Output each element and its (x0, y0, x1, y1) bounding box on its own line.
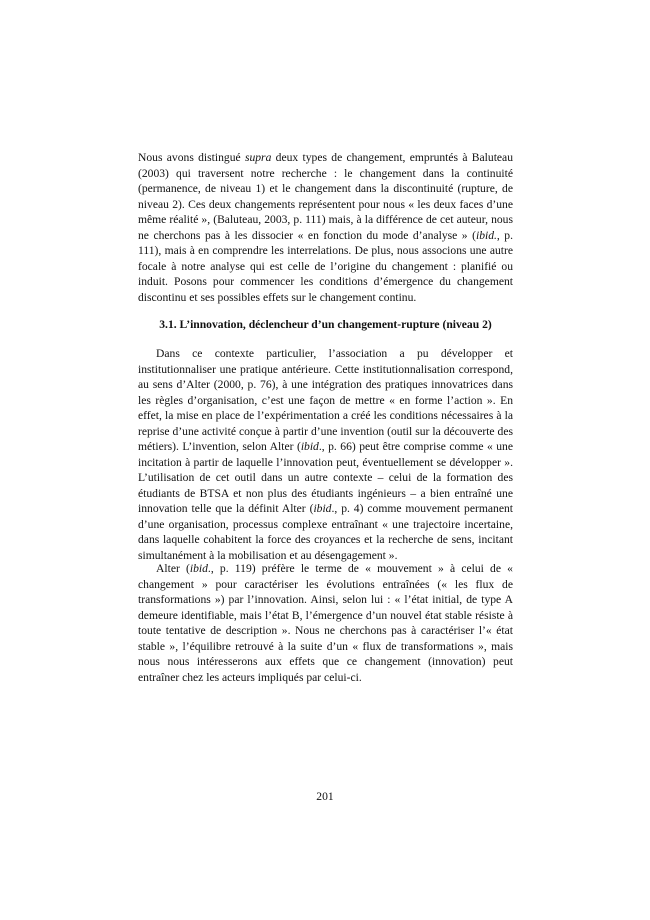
text-run: Dans ce contexte particulier, l’association a pu développer et institutionnaliser une pratique antérieure. Cette institutionnalisation correspond, au sens d’Alter (2000, p. 76), à une intégration des pratiques innovatrices dans les règles d’organisation, c’est une façon de mettre « en forme l’action ». En effet, la mise en place de l’expérimentation a créé les conditions nécessaires à la reprise d’une activité conçue à partir d’une invention (outil sur la découverte des métiers). L’invention, selon Alter ( (138, 347, 513, 453)
text-run: Nous avons distingué (138, 151, 245, 164)
page-number: 201 (316, 790, 334, 803)
italic-run: ibid. (475, 228, 497, 242)
paragraph-intro (138, 150, 513, 305)
text-run: ., p. 66) peut être comprise comme « une incitation à partir de laquelle l’innovation peut, éventuellement se développer ». L’utilisation de cet outil dans un autre contexte – celui de la formation des étudiants de BTSA et non plus des étudiants ingénieurs – a bien entraîné une innovation telle que la définit Alter ( (138, 440, 513, 515)
section-heading: 3.1. L’innovation, déclencheur d’un changement-rupture (niveau 2) (159, 318, 492, 331)
paragraph-alter (138, 561, 513, 685)
italic-run: ibid (300, 440, 319, 453)
italic-run: ibid (313, 502, 332, 515)
text-run: deux types de changement, empruntés à Baluteau (2003) qui traversent notre recherche : le changement dans la continuité (permanence, de niveau 1) et le changement dans la discontinuité (rupture, de niveau 2). Ces deux changements représentent pour nous « les deux faces d’une même réalité », (Baluteau, 2003, p. 111) mais, à la différence de cet auteur, nous ne cherchons pas à les dissocier « en fonction du mode d’analyse » ( (138, 151, 514, 242)
paragraph-text (138, 346, 513, 563)
text-run: ., p. 4) comme mouvement permanent d’une organisation, processus complexe entraînant « une trajectoire incertaine, dans laquelle cohabitent la force des croyances et la recherche de sens, incitant simultanément à la mobilisation et au désengagement ». (138, 502, 513, 562)
italic-run: ibid (189, 562, 208, 575)
text-run: ., p. 119) préfère le terme de « mouvement » à celui de « changement » pour caractériser les évolutions entraînées (« les flux de transformations ») par l’innovation. Ainsi, selon lui : « l’état initial, de type A demeure identifiable, mais l’état B, l’émergence d’un nouvel état stable résiste à toute tentative de description ». Nous ne cherchons pas à caractériser l’« état stable », l’équilibre retrouvé à la suite d’un « flux de transformations », mais nous nous intéresserons aux effets que ce changement (innovation) peut entraîner chez les acteurs impliqués par celui-ci. (138, 562, 513, 684)
paragraph-text (138, 561, 513, 685)
text-run: , p. 111), mais à en comprendre les interrelations. De plus, nous associons une autre focale à notre analyse qui est celle de l’origine du changement : planifié ou induit. Posons pour commencer les conditions d’émergence du changement discontinu et ses possibles effets sur le changement continu. (138, 228, 514, 304)
paragraph-text (138, 150, 513, 305)
paragraph-innovation (138, 346, 513, 563)
text-run: Alter ( (156, 562, 190, 575)
italic-run: supra (244, 151, 272, 164)
